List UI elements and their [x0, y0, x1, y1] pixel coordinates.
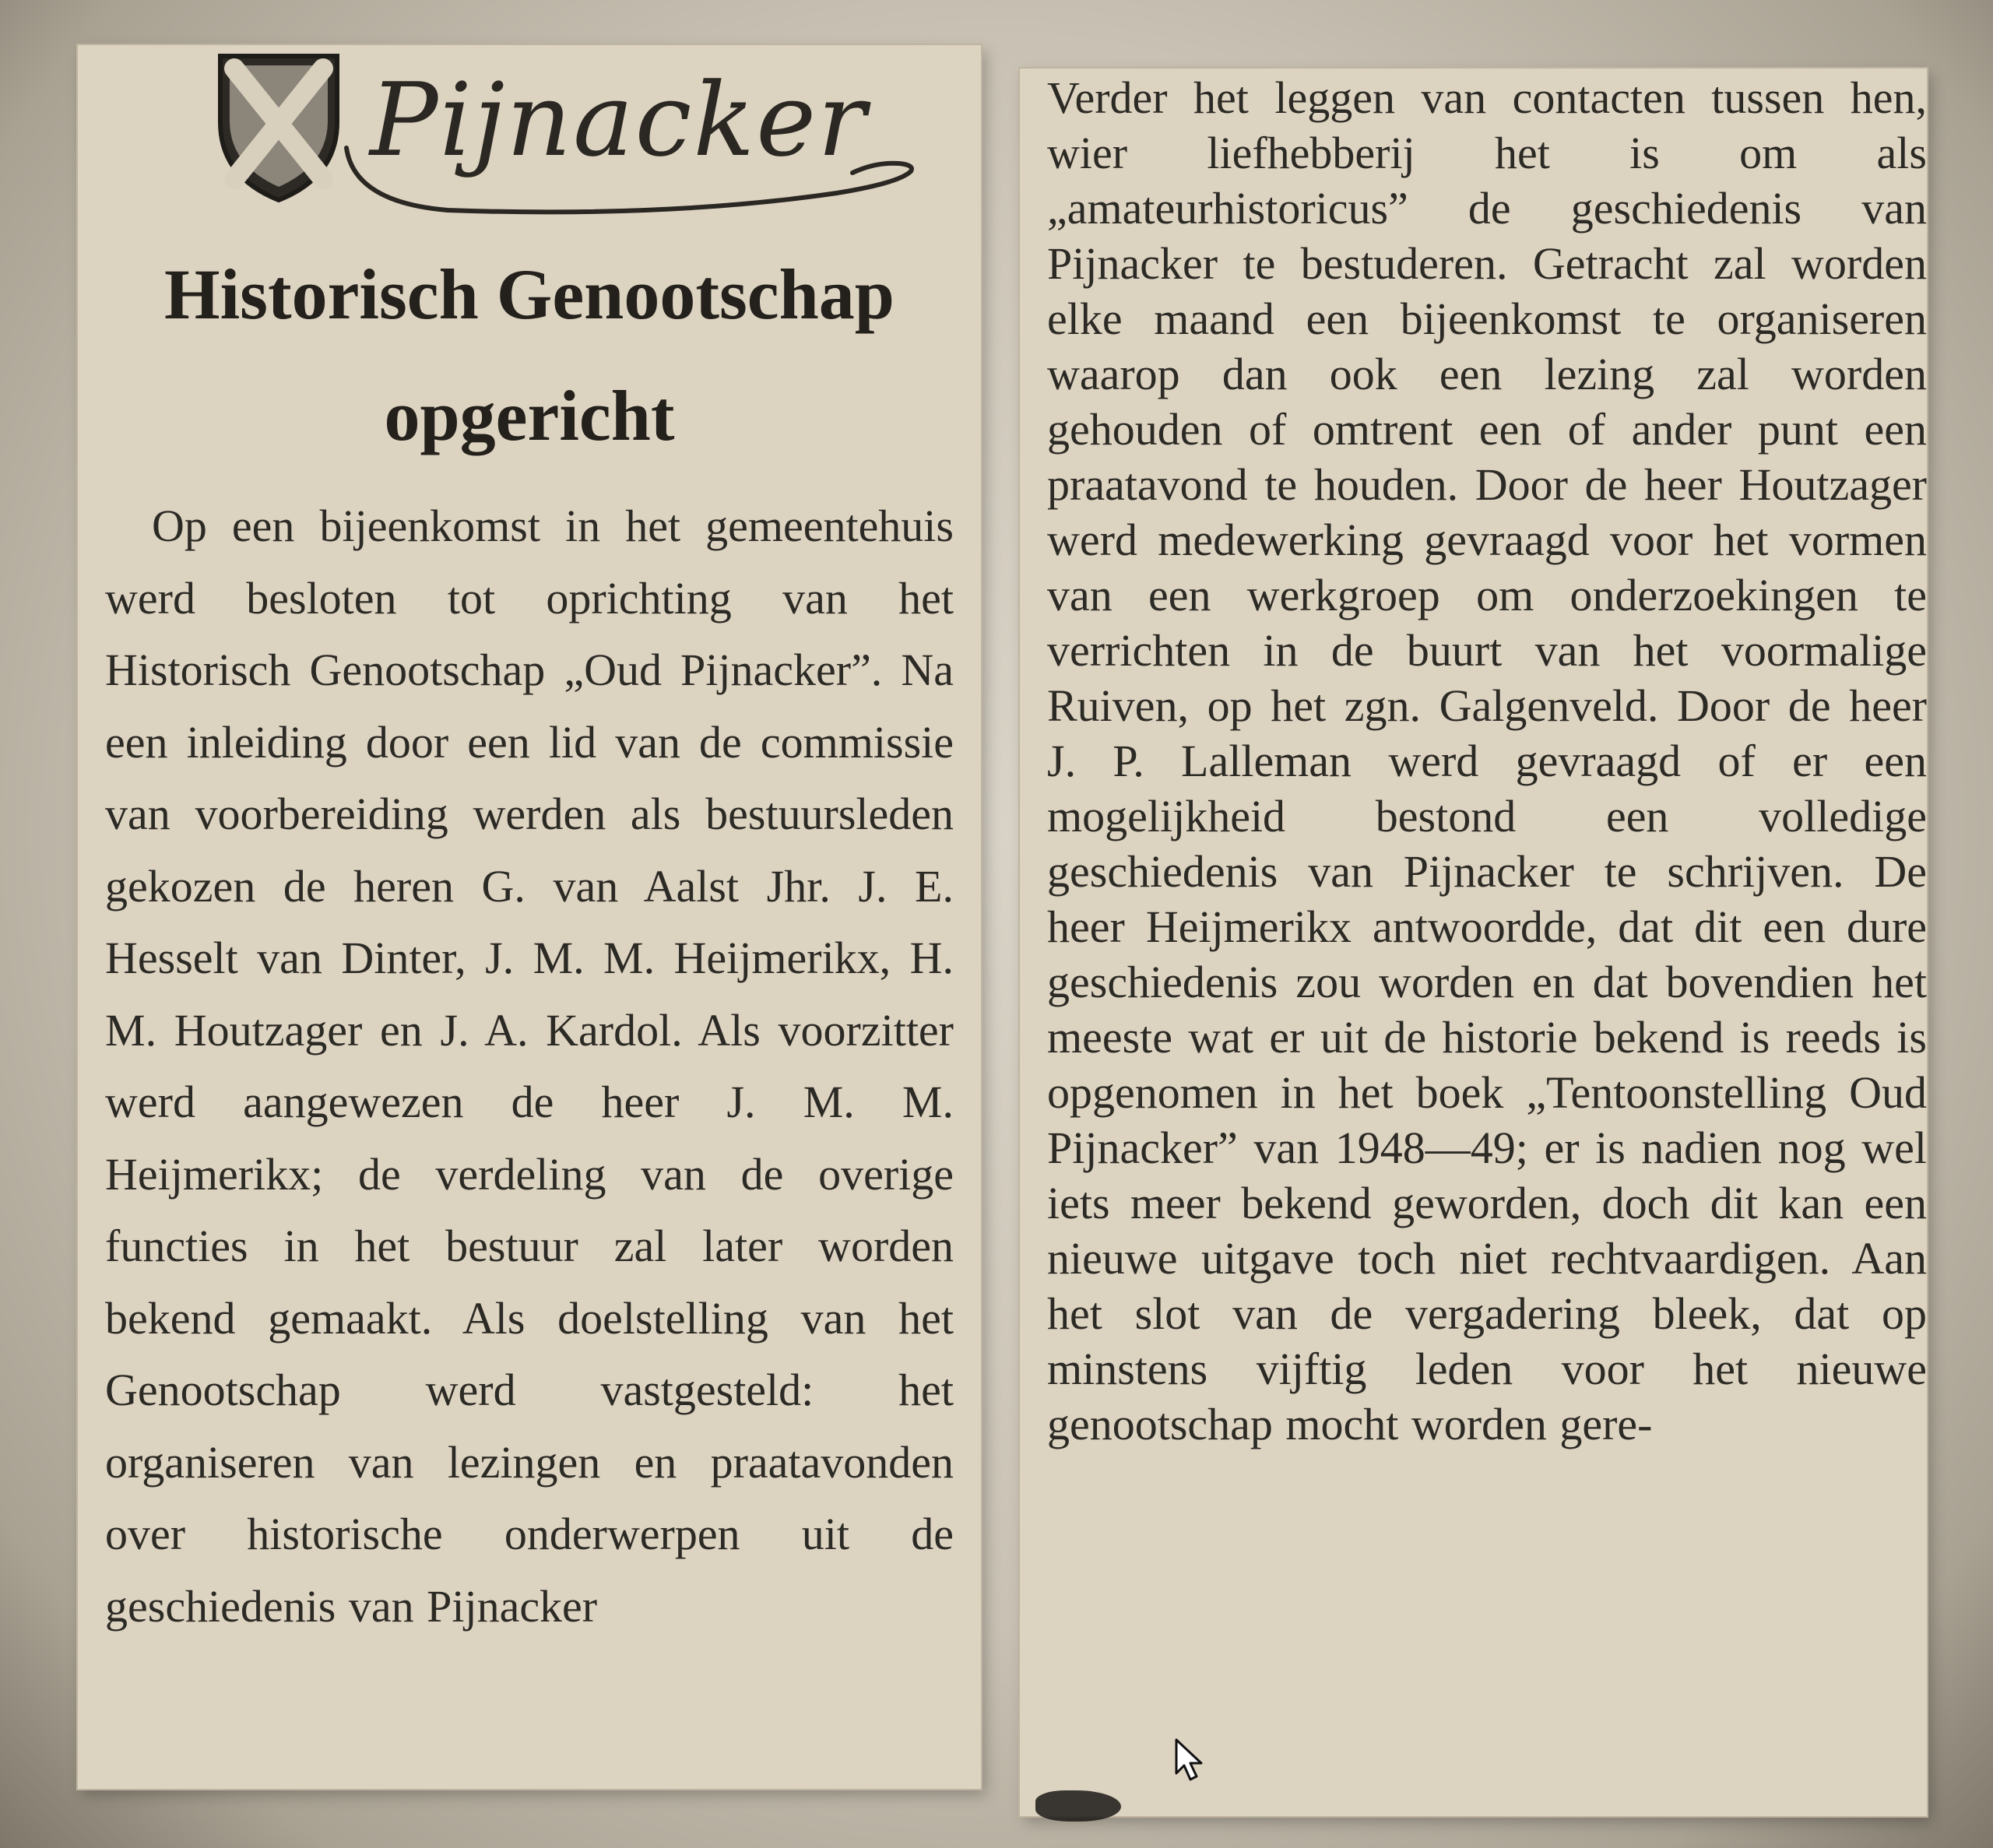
article-column-right	[1047, 70, 1927, 1452]
masthead-title: Pijnacker	[370, 61, 868, 179]
article-headline: Historisch Genootschap opgericht	[164, 255, 895, 455]
article-column-left	[105, 490, 954, 1642]
mouse-pointer-icon	[1174, 1737, 1205, 1783]
ink-smudge	[1035, 1790, 1121, 1822]
article-paragraph: Verder het leggen van contacten tussen hen, wier liefhebberij het is om als „amateurhistoricus” de geschiedenis van Pijnacker te bestuderen. Getracht zal worden elke maand een bijeenkomst te organiseren waarop dan ook een lezing zal worden gehouden of omtrent een of ander punt een praatavond te houden. Door de heer Houtzager werd medewerking gevraagd voor het vormen van een werkgroep om onderzoekingen te verrichten in de buurt van het voormalige Ruiven, op het zgn. Galgenveld. Door de heer J. P. Lalleman werd gevraagd of er een mogelijkheid bestond een volledige geschiedenis van Pijnacker te schrijven. De heer Heijmerikx antwoordde, dat dit een dure geschiedenis zou worden en dat bovendien het meeste wat er uit de historie bekend is reeds is opgenomen in het boek „Tentoonstelling Oud Pijnacker” van 1948—49; er is nadien nog wel iets meer bekend geworden, doch dit kan een nieuwe uitgave toch niet rechtvaardigen. Aan het slot van de vergadering bleek, dat op minstens vijftig leden voor het nieuwe genootschap mocht worden gere-	[1047, 72, 1927, 1449]
article-paragraph: Op een bijeenkomst in het gemeentehuis werd besloten tot oprichting van het Historisch Genootschap „Oud Pijnacker”. Na een inleiding door een lid van de commissie van voorbereiding werden als bestuursleden gekozen de heren G. van Aalst Jhr. J. E. Hesselt van Dinter, J. M. M. Heijmerikx, H. M. Houtzager en J. A. Kardol. Als voorzitter werd aangewezen de heer J. M. M. Heijmerikx; de verdeling van de overige functies in het bestuur zal later worden bekend gemaakt. Als doelstelling van het Genootschap werd vastgesteld: het organiseren van lezingen en praatavonden over historische onderwerpen uit de geschiedenis van Pijnacker	[105, 501, 954, 1632]
coat-of-arms-icon	[213, 48, 345, 204]
masthead	[136, 39, 930, 218]
